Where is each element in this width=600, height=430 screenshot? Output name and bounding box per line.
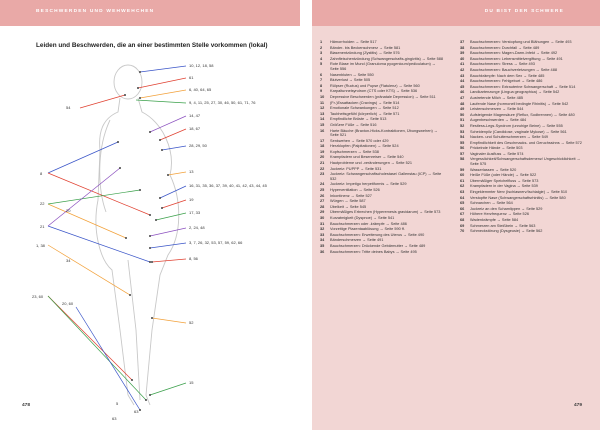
right-label: 16, 31, 35, 36, 37, 39, 40, 41, 42, 43, 44, 45: [189, 183, 267, 188]
entry-number: 66: [460, 206, 465, 211]
entry-number: 52: [460, 123, 465, 128]
entry-text: Nasenbluten → Seite 550: [330, 72, 374, 77]
entry-text: Blutverlust → Seite 505: [330, 78, 371, 83]
index-entry: [320, 167, 444, 172]
entry-number: 64: [460, 195, 465, 200]
index-entry: [460, 152, 584, 157]
entry-number: 49: [460, 107, 465, 112]
entry-text: Kopfschmerzen → Seite 538: [330, 149, 379, 154]
entry-text: Scheidenpilz (Candidose, vaginale Mykose) → Seite 561: [470, 129, 567, 134]
left-label: 34: [66, 258, 71, 263]
entry-text: Größere Füße → Seite 516: [330, 122, 377, 127]
index-entry: [460, 90, 584, 95]
entry-number: 32: [320, 227, 325, 232]
entry-text: Heiße Füße (oder Hände) → Seite 522: [470, 173, 537, 178]
book-gutter: [300, 0, 312, 430]
index-entry: [320, 139, 444, 144]
entry-number: 63: [460, 190, 465, 195]
entry-text: Vorzeitige Plazentaablösung → Seite 590 ff.: [330, 227, 405, 232]
entry-text: Schnarchen → Seite 564: [470, 201, 513, 206]
entry-number: 4: [320, 56, 323, 61]
entry-text: Leistenschmerzen → Seite 544: [470, 107, 524, 112]
entry-text: Nacken- und Schulterschmerzen → Seite 549: [470, 135, 548, 140]
entry-number: 14: [320, 117, 325, 122]
entry-number: 55: [460, 140, 465, 145]
right-label: 61: [189, 75, 194, 80]
entry-text: Laufende Nase (hormonell bedingte Rhinitis) → Seite 542: [470, 101, 569, 106]
entry-number: 13: [320, 111, 325, 116]
entry-text: Krampfadern in der Vagina → Seite 539: [470, 184, 538, 189]
entry-text: Bänder- bis Beckenschmerz → Seite 581: [330, 45, 401, 50]
index-entry: [320, 244, 444, 249]
body-silhouette: [96, 65, 179, 405]
index-entry: [320, 250, 444, 255]
entry-number: 27: [320, 199, 325, 204]
entry-text: Wasserlassen → Seite 520: [470, 167, 517, 172]
right-page-number: 479: [573, 403, 582, 408]
index-entry: [460, 157, 584, 166]
entry-text: Verstopfte Nase (Schwangerschaftsrhinitis) → Seite 580: [470, 195, 566, 200]
entry-text: Bauchschmerzen: Erweiterung des Uterus → Seite 490: [330, 232, 425, 237]
index-entry: [460, 102, 584, 107]
entry-text: Landkartenzunge (Lingua geographica) → Seite 542: [470, 90, 560, 95]
entry-number: 25: [320, 188, 325, 193]
index-entry: [320, 216, 444, 221]
entry-number: 24: [320, 182, 325, 187]
entry-text: Juckreiz an den Schamlippen → Seite 529: [470, 206, 543, 211]
index-column-2: [460, 40, 584, 235]
index-entry: [460, 79, 584, 84]
index-entry: [460, 179, 584, 184]
entry-number: 28: [320, 204, 325, 209]
right-label: 63: [134, 409, 139, 414]
index-entry: [460, 113, 584, 118]
entry-number: 53: [460, 129, 465, 134]
index-entry: [460, 124, 584, 129]
index-entry: [460, 141, 584, 146]
index-entry: [460, 51, 584, 56]
index-entry: [320, 40, 444, 45]
index-entry: [320, 144, 444, 149]
index-entry: [460, 46, 584, 51]
entry-text: Bauchschmerzen: Magen-Darm-Infekt → Seite 492: [470, 51, 558, 56]
index-entry: [320, 161, 444, 166]
left-page-number: 478: [22, 403, 31, 408]
entry-text: Inkontinenz → Seite 527: [330, 193, 372, 198]
entry-number: 45: [460, 84, 465, 89]
entry-number: 31: [320, 221, 325, 226]
entry-text: Bänderschmerzen → Seite 491: [330, 238, 384, 243]
right-labels: [134, 63, 268, 414]
index-entry: [320, 205, 444, 210]
entry-number: 67: [460, 212, 465, 217]
entry-number: 26: [320, 193, 325, 198]
index-entry: [320, 194, 444, 199]
right-label: 19: [189, 197, 194, 202]
entry-number: 12: [320, 106, 325, 111]
index-entry: [320, 73, 444, 78]
entry-number: 61: [460, 178, 465, 183]
entry-number: 38: [460, 45, 465, 50]
entry-text: Empfindliche Brüste → Seite 513: [330, 117, 387, 122]
entry-text: Bauchschmerzen: Tritte deines Babys → Seite 495: [330, 249, 417, 254]
index-entry: [320, 84, 444, 89]
right-label: 10, 12, 18, 58: [189, 63, 214, 68]
right-label: 6, 40, 64, 65: [189, 87, 212, 92]
entry-number: 33: [320, 232, 325, 237]
entry-number: 18: [320, 144, 325, 149]
entry-text: Senkwehen → Seite 570 oder 429: [330, 138, 389, 143]
entry-number: 60: [460, 173, 465, 178]
index-entry: [460, 57, 584, 62]
entry-number: 46: [460, 90, 465, 95]
entry-text: Wadenkrämpfe → Seite 584: [470, 218, 519, 222]
entry-number: 19: [320, 149, 325, 154]
entry-number: 36: [320, 249, 325, 254]
index-entry: [320, 129, 444, 138]
entry-text: Eingeklemmter Nerv (Ischiasnerv/Ischialgie) → Seite 510: [470, 190, 568, 195]
index-entry: [320, 46, 444, 51]
entry-number: 57: [460, 151, 465, 156]
entry-number: 30: [320, 216, 325, 220]
index-entry: [320, 78, 444, 83]
entry-text: Bauchkrämpfe: Nach dem Sex → Seite 485: [470, 73, 545, 78]
right-label: 17, 33: [189, 210, 201, 215]
index-entry: [320, 182, 444, 187]
index-entry: [320, 227, 444, 232]
entry-number: 69: [460, 223, 465, 228]
left-label: 23, 60: [32, 294, 44, 299]
left-label: 8: [40, 171, 43, 176]
entry-text: Prickelnde Hände → Seite 503: [470, 146, 523, 151]
entry-number: 35: [320, 243, 325, 248]
entry-text: Bauchschmerzen: Stress → Seite 493: [470, 62, 535, 67]
connector-dots: [117, 71, 169, 411]
index-entry: [460, 85, 584, 90]
right-label: 52: [189, 320, 194, 325]
entry-number: 37: [460, 40, 465, 44]
index-column-1: [320, 40, 444, 255]
index-entry: [460, 212, 584, 217]
entry-number: 6: [320, 72, 323, 77]
right-label: 13: [189, 169, 194, 174]
page-title: Leiden und Beschwerden, die an einer bestimmten Stelle vorkommen (lokal): [36, 42, 268, 49]
entry-text: Blasenentzündung (Zystitis) → Seite 576: [330, 51, 400, 56]
right-label: 9, 4, 11, 25, 27, 30, 46, 50, 61, 71, 76: [189, 100, 256, 105]
entry-number: 17: [320, 138, 325, 143]
entry-number: 51: [460, 118, 465, 123]
index-entry: [320, 89, 444, 94]
index-entry: [320, 233, 444, 238]
entry-text: Bauchschmerzen oder -krämpfe → Seite 486: [330, 221, 407, 226]
entry-text: Herzklopfen (Palpitationen) → Seite 524: [330, 144, 399, 149]
entry-number: 16: [320, 128, 325, 133]
entry-text: Augenbeschwerden → Seite 484: [470, 118, 527, 123]
index-entry: [320, 95, 444, 100]
connector-lines: [48, 66, 186, 410]
entry-text: Übermäßiges Erbrechen (Hyperemesis gravidarum) → Seite 573: [330, 210, 441, 215]
right-header-band: [312, 0, 600, 26]
entry-number: 56: [460, 146, 465, 151]
entry-number: 70: [460, 229, 465, 234]
entry-number: 59: [460, 167, 465, 172]
index-entry: [460, 130, 584, 135]
entry-text: Übermäßiger Speichelfluss → Seite 573: [470, 178, 539, 183]
entry-text: Harte Bäuche (Braxton-Hicks-Kontraktionen, Übungswehen) → Seite 521: [330, 128, 438, 138]
entry-number: 21: [320, 161, 325, 166]
entry-number: 58: [460, 157, 465, 162]
index-entry: [460, 135, 584, 140]
entry-number: 48: [460, 101, 465, 106]
entry-number: 50: [460, 112, 465, 117]
entry-number: 44: [460, 79, 465, 84]
left-label: 54: [66, 105, 71, 110]
entry-text: Aufsteigende Magensäure (Reflux, Sodbrennen) → Seite 480: [470, 112, 575, 117]
index-entry: [320, 57, 444, 62]
entry-text: Übelkeit → Seite 545: [330, 204, 367, 209]
entry-number: 2: [320, 45, 323, 50]
right-label: 18, 67: [189, 126, 201, 131]
entry-number: 9: [320, 89, 323, 94]
left-label: 20: [66, 208, 71, 213]
entry-text: Depressive Beschwerden (pränatale Depression) → Seite 511: [330, 94, 436, 99]
entry-number: 23: [320, 172, 325, 177]
entry-text: Bauchschmerzen: Fehlgeburt → Seite 486: [470, 79, 543, 84]
entry-text: Juckreiz: Schwangerschaftscholestase/ Gallenstau (ICP) → Seite 532: [330, 172, 442, 181]
entry-number: 7: [320, 78, 323, 83]
left-label: 63: [112, 416, 117, 421]
entry-number: 42: [460, 67, 465, 72]
index-entry: [460, 173, 584, 178]
index-entry: [460, 107, 584, 112]
entry-text: Vergesslichkeit/Schwangerschaftsdemenz/ Ungeschicklichkeit → Seite 575: [470, 157, 581, 167]
index-entry: [460, 218, 584, 223]
index-entry: [460, 118, 584, 123]
index-entry: [320, 123, 444, 128]
index-entry: [320, 222, 444, 227]
index-entry: [460, 196, 584, 201]
index-entry: [460, 190, 584, 195]
entry-number: 65: [460, 201, 465, 206]
entry-text: Emotionale Schwankungen → Seite 512: [330, 106, 399, 111]
left-label: 21: [40, 224, 45, 229]
index-entry: [460, 229, 584, 234]
index-entry: [460, 74, 584, 79]
entry-text: Krampfadern und Besenreiser → Seite 540: [330, 155, 404, 160]
index-entry: [320, 62, 444, 71]
left-label: 1, 38: [36, 243, 45, 248]
index-entry: [320, 112, 444, 117]
entry-number: 68: [460, 218, 465, 222]
index-entry: [460, 96, 584, 101]
entry-text: Austretende Milch → Seite 485: [470, 95, 523, 100]
index-entry: [320, 238, 444, 243]
entry-text: Würgen → Seite 587: [330, 199, 366, 204]
index-entry: [320, 117, 444, 122]
entry-number: 3: [320, 51, 323, 56]
entry-number: 41: [460, 62, 465, 67]
index-entry: [460, 201, 584, 206]
entry-text: Vaginaler Ausfluss → Seite 574: [470, 151, 524, 156]
entry-text: Bauchschmerzen: Lebensmittelvergiftung → Seite 491: [470, 56, 563, 61]
entry-number: 47: [460, 95, 465, 100]
entry-number: 15: [320, 122, 325, 127]
index-entry: [460, 184, 584, 189]
entry-number: 39: [460, 51, 465, 56]
entry-text: Bauchschmerzen: Durchfall → Seite 489: [470, 45, 540, 50]
right-label: 14, 47: [189, 113, 201, 118]
left-label: 20, 60: [62, 301, 74, 306]
entry-number: 11: [320, 100, 325, 105]
entry-text: (Fr-)Essattacken (Cravings) → Seite 514: [330, 100, 400, 105]
index-entry: [460, 40, 584, 45]
index-entry: [460, 146, 584, 151]
index-entry: [320, 101, 444, 106]
entry-text: Hautprobleme und -veränderungen → Seite 521: [330, 161, 413, 166]
entry-number: 1: [320, 40, 323, 44]
entry-number: 29: [320, 210, 325, 215]
entry-text: Empfindlichkeit des Geschmacks- und Geruchssinns → Seite 572: [470, 140, 582, 145]
right-label: 3, 7, 26, 32, 53, 57, 59, 62, 66: [189, 240, 243, 245]
entry-text: Rülpser (Ructus) und Pupse (Flatulenz) → Seite 560: [330, 83, 420, 88]
index-entry: [320, 106, 444, 111]
left-header-text: BESCHWERDEN UND WEHWEHCHEN: [36, 9, 155, 14]
entry-text: Taubheitsgefühl (körperlich) → Seite 571: [330, 111, 400, 116]
left-label: 5: [116, 401, 119, 406]
right-label: 28, 29, 50: [189, 143, 207, 148]
entry-text: Restless-Legs-Syndrom (unruhige Beine) → Seite 555: [470, 123, 563, 128]
entry-number: 34: [320, 238, 325, 243]
entry-number: 5: [320, 62, 323, 67]
entry-text: Karpaltunnelsyndrom (CTS oder KTS) → Seite 536: [330, 89, 418, 94]
entry-number: 62: [460, 184, 465, 189]
index-entry: [460, 62, 584, 67]
entry-number: 20: [320, 155, 325, 160]
entry-number: 54: [460, 135, 465, 140]
entry-text: Bauchschmerzen: Bauchverletzungen → Seite 488: [470, 67, 557, 72]
right-label: 2, 24, 48: [189, 225, 205, 230]
entry-text: Schmerzen am Steißbein → Seite 563: [470, 223, 536, 228]
right-label: 8, 56: [189, 256, 198, 261]
entry-text: Schmeckstörung (Dysgeusie) → Seite 562: [470, 229, 543, 234]
entry-text: Bauchschmerzen: Extrauterine Schwangerschaft → Seite 514: [470, 84, 576, 89]
index-entry: [320, 51, 444, 56]
index-entry: [320, 199, 444, 204]
entry-text: Bauchschmerzen: Drückende Gebärmutter → Seite 489: [330, 243, 426, 248]
entry-text: Juckreiz: PUPPP → Seite 531: [330, 166, 382, 171]
entry-text: Bauchschmerzen: Verstopfung und Blähungen → Seite 493: [470, 40, 572, 44]
entry-text: Hämorrhoiden → Seite 517: [330, 40, 377, 44]
right-header-text: DU BIST DER SCHWERE: [484, 9, 564, 14]
entry-text: Juckreiz: Impetigo herpetiformis → Seite 529: [330, 182, 407, 187]
index-entry: [320, 155, 444, 160]
entry-text: Kurzatmigkeit (Dyspnoe) → Seite 541: [330, 216, 395, 220]
index-entry: [460, 224, 584, 229]
entry-text: Höhere Herzfrequenz → Seite 526: [470, 212, 529, 217]
left-label: 22: [40, 201, 45, 206]
index-entry: [320, 150, 444, 155]
entry-number: 8: [320, 83, 323, 88]
entry-number: 10: [320, 94, 325, 99]
index-entry: [320, 188, 444, 193]
entry-number: 43: [460, 73, 465, 78]
index-entry: [460, 168, 584, 173]
index-entry: [460, 207, 584, 212]
entry-number: 40: [460, 56, 465, 61]
index-entry: [460, 68, 584, 73]
index-entry: [320, 210, 444, 215]
entry-text: Zahnfleischentzündung (Schwangerschafts-gingivitis) → Seite 588: [330, 56, 444, 61]
entry-text: Rote Blase im Mund (Granuloma pyogenicum/pediculatum) → Seite 556: [330, 62, 436, 71]
entry-text: Hyperventilation → Seite 526: [330, 188, 380, 193]
entry-number: 22: [320, 166, 325, 171]
index-entry: [320, 172, 444, 181]
right-label: 15: [189, 380, 194, 385]
